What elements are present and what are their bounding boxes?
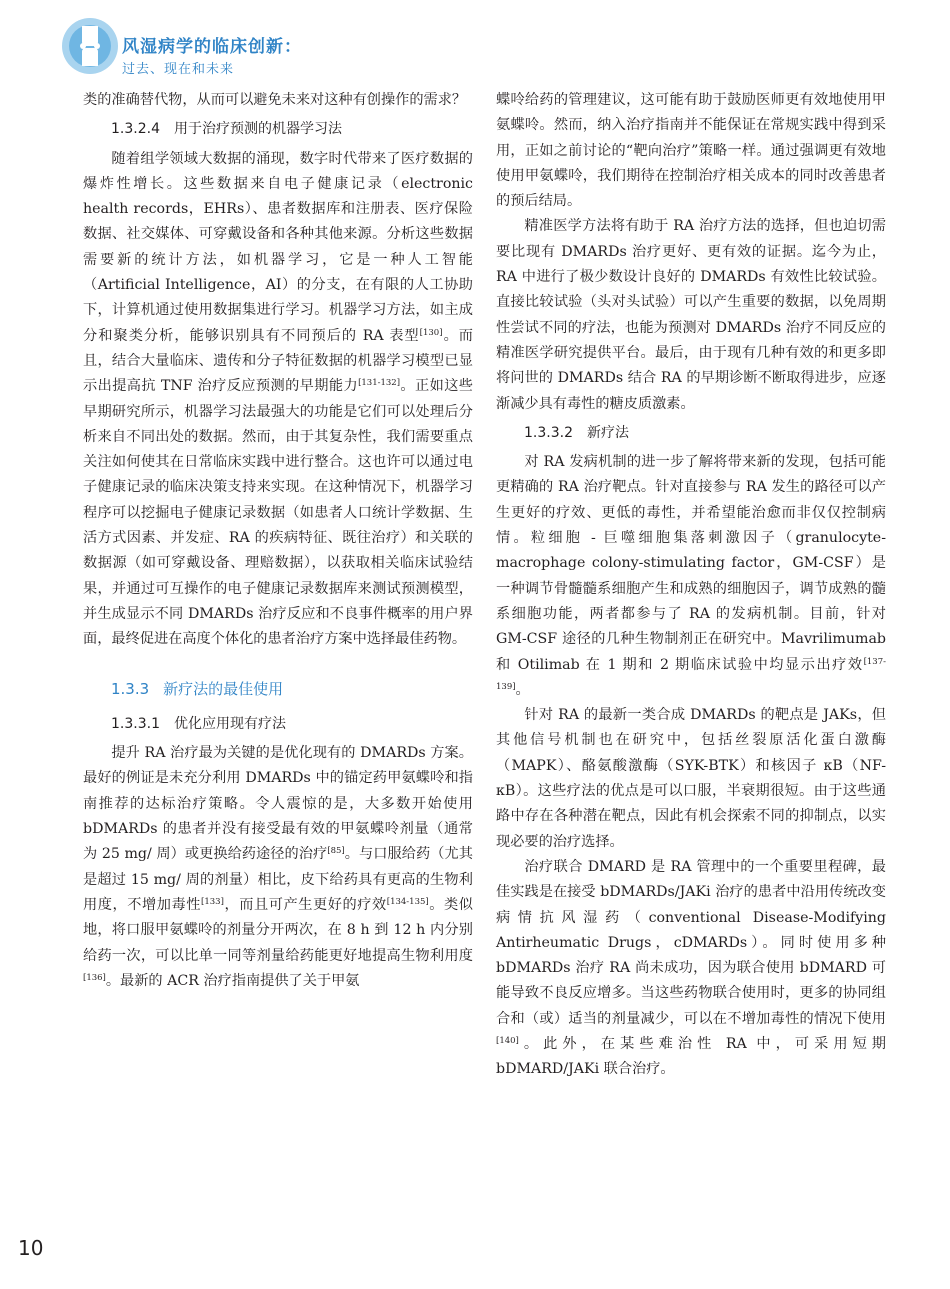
paragraph: 精准医学方法将有助于 RA 治疗方法的选择，但也迫切需要比现有 DMARDs 治疗更好、更有效的证据。迄今为止，RA 中进行了极少数设计良好的 DMARDs 有效性比较试验。直接比较试验（头对头试验）可以产生重要的数据，以免周期性尝试不同的疗法，也能为预测对 DMARDs 治疗不同反应的精准医学研究提供平台。最后，由于现有几种有效的和更多即将问世的 DMARDs 结合 RA 的早期诊断不断取得进步，应逐渐减少具有毒性的糖皮质激素。 <box>496 218 886 412</box>
citation: [85] <box>327 846 345 857</box>
citation: [136] <box>83 972 106 983</box>
section-heading-1-3-3-2: 1.3.3.2 新疗法 <box>524 424 629 441</box>
citation: [130] <box>419 327 443 338</box>
paragraph: 随着组学领域大数据的涌现，数字时代带来了医疗数据的爆炸性增长。这些数据来自电子健康记录（electronic health records，EHRs）、患者数据库和注册表、医疗保险数据、社交媒体、可穿戴设备和各种其他来源。分析这些数据需要新的统计方法，如机器学习，它是一种人工智能（Artificial Intelligence，AI）的分支，在有限的人工协助下，计算机通过使用数据集进行学习。机器学习方法，如主成分和聚类分析，能够识别具有不同预后的 RA 表型[130]。而且，结合大量临床、遗传和分子特征数据的机器学习模型已显示出提高抗 TNF 治疗反应预测的早期能力[131-132]。正如这些早期研究所示，机器学习法最强大的功能是它们可以处理后分析来自不同出处的数据。然而，由于其复杂性，我们需要重点关注如何使其在日常临床实践中进行整合。这也许可以通过电子健康记录的临床决策支持来实现。在这种情况下，机器学习程序可以挖掘电子健康记录数据（如患者人口统计学数据、生活方式因素、并发症、RA 的疾病特征、既往治疗）和关联的数据源（如可穿戴设备、理赔数据），以获取相关临床试验结果，并通过可互操作的电子健康记录数据库来测试预测模型，并生成显示不同 DMARDs 治疗反应和不良事件概率的用户界面，最终促进在高度个体化的患者治疗方案中选择最佳药物。 <box>83 150 473 648</box>
section-heading-1-3-2-4: 1.3.2.4 用于治疗预测的机器学习法 <box>111 121 342 138</box>
book-subtitle: 过去、现在和未来 <box>122 62 235 77</box>
page-number: 10 <box>18 1236 44 1260</box>
citation: [137-139] <box>496 656 886 692</box>
paragraph: 对 RA 发病机制的进一步了解将带来新的发现，包括可能更精确的 RA 治疗靶点。针对直接参与 RA 发生的路径可以产生更好的疗效、更低的毒性，并希望能治愈而非仅仅控制病情。粒细胞 - 巨噬细胞集落刺激因子（granulocyte-macrophage colony-stimulating factor，GM-CSF）是一种调节骨髓髓系细胞产生和成熟的细胞因子，调节成熟的髓系细胞功能，两者都参与了 RA 的发病机制。目前，针对 GM-CSF 途径的几种生物制剂正在研究中。Mavrilimumab 和 Otilimab 在 1 期和 2 期临床试验中均显示出疗效[137-139]。 <box>496 454 886 698</box>
citation: [133] <box>201 896 224 907</box>
section-heading-1-3-3-1: 1.3.3.1 优化应用现有疗法 <box>111 715 286 732</box>
running-header <box>0 0 950 86</box>
paragraph: 类的准确替代物，从而可以避免未来对这种有创操作的需求？ <box>83 92 467 108</box>
section-heading-1-3-3: 1.3.3 新疗法的最佳使用 <box>111 679 284 698</box>
citation: [131-132] <box>358 378 401 389</box>
paragraph: 提升 RA 治疗最为关键的是优化现有的 DMARDs 方案。最好的例证是未充分利用 DMARDs 中的锚定药甲氨蝶呤和指南推荐的达标治疗策略。令人震惊的是，大多数开始使用 bDMARDs 的患者并没有接受最有效的甲氨蝶呤剂量（通常为 25 mg/ 周）或更换给药途径的治疗[85]。与口服给药（尤其是超过 15 mg/ 周的剂量）相比，皮下给药具有更高的生物利用度，不增加毒性[133]，而且可产生更好的疗效[134-135]。类似地，将口服甲氨蝶呤的剂量分开两次，在 8 h 到 12 h 内分别给药一次，可以比单一同等剂量给药能更好地提高生物利用度[136]。最新的 ACR 治疗指南提供了关于甲氨 <box>83 745 473 989</box>
citation: [134-135] <box>386 896 429 907</box>
citation: [140] <box>496 1035 519 1046</box>
left-column <box>83 88 473 994</box>
book-title: 风湿病学的临床创新： <box>122 37 302 57</box>
right-column <box>496 88 886 1083</box>
paragraph: 针对 RA 的最新一类合成 DMARDs 的靶点是 JAKs，但其他信号机制也在研究中，包括丝裂原活化蛋白激酶（MAPK）、酪氨酸激酶（SYK-BTK）和核因子 κB（NF-κB）。这些疗法的优点是可以口服，半衰期很短。由于这些通路中存在各种潜在靶点，因此有机会探索不同的抑制点，以实现必要的治疗选择。 <box>496 707 886 850</box>
joint-logo-icon <box>60 16 120 76</box>
paragraph: 蝶呤给药的管理建议，这可能有助于鼓励医师更有效地使用甲氨蝶呤。然而，纳入治疗指南并不能保证在常规实践中得到采用，正如之前讨论的“靶向治疗”策略一样。通过强调更有效地使用甲氨蝶呤，我们期待在控制治疗相关成本的同时改善患者的预后结局。 <box>496 92 886 210</box>
paragraph: 治疗联合 DMARD 是 RA 管理中的一个重要里程碑，最佳实践是在接受 bDMARDs/JAKi 治疗的患者中沿用传统改变病情抗风湿药（conventional Disease-Modifying Antirheumatic Drugs，cDMARDs）。同时使用多种 bDMARDs 治疗 RA 尚未成功，因为联合使用 bDMARD 可能导致不良反应增多。当这些药物联合使用时，更多的协同组合和（或）适当的剂量减少，可以在不增加毒性的情况下使用[140]。此外，在某些难治性 RA 中，可采用短期 bDMARD/JAKi 联合治疗。 <box>496 858 886 1078</box>
